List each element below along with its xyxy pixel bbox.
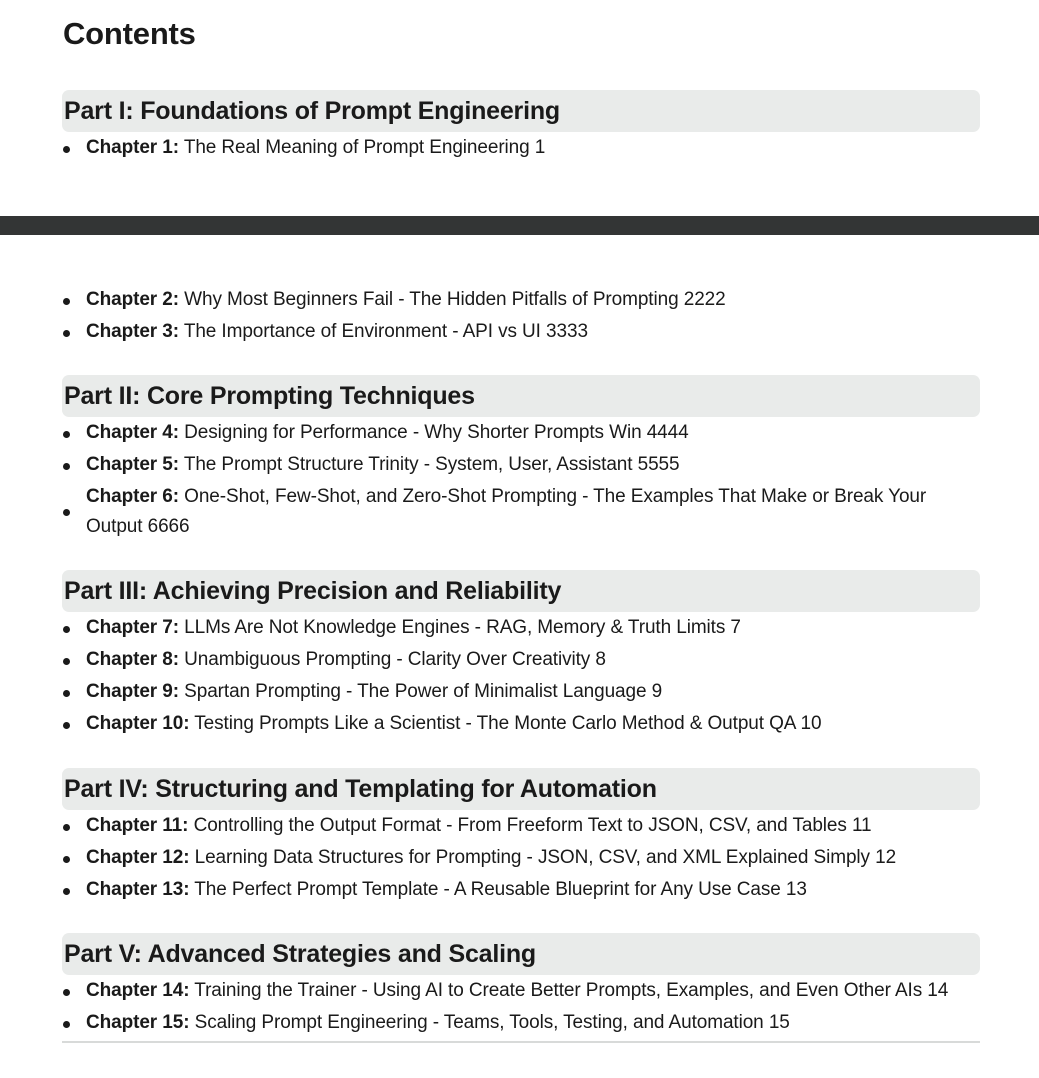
chapter-label: Chapter 14: [86,980,190,1001]
bullet-icon [63,690,70,697]
page-title: Contents [63,16,196,51]
bullet-icon [63,722,70,729]
chapter-title: The Prompt Structure Trinity - System, User, Assistant 5555 [183,454,680,475]
chapter-title: LLMs Are Not Knowledge Engines - RAG, Memory & Truth Limits 7 [184,617,741,638]
bottom-divider [62,1041,980,1043]
bullet-icon [63,989,70,996]
chapter-title: One-Shot, Few-Shot, and Zero-Shot Prompting - The Examples That Make or Break Your Output 6666 [86,486,927,537]
chapter-label: Chapter 6: [86,486,179,507]
toc-entry-chapter-1[interactable] [62,133,962,165]
chapter-list-part-4 [62,811,962,907]
chapter-title: Learning Data Structures for Prompting - JSON, CSV, and XML Explained Simply 12 [194,847,897,868]
chapter-label: Chapter 12: [86,847,190,868]
part-heading-3: Part III: Achieving Precision and Reliability [62,570,980,612]
chapter-title: Training the Trainer - Using AI to Create Better Prompts, Examples, and Even Other AIs 14 [194,980,949,1001]
bullet-icon [63,824,70,831]
chapter-list-part-2 [62,418,962,544]
bullet-icon [63,888,70,895]
bullet-icon [63,1021,70,1028]
chapter-label: Chapter 11: [86,815,189,836]
chapter-title: Scaling Prompt Engineering - Teams, Tools, Testing, and Automation 15 [194,1012,790,1033]
chapter-list-part-5 [62,976,962,1040]
chapter-label: Chapter 9: [86,681,179,702]
bullet-icon [63,146,70,153]
toc-entry-chapter-12[interactable] [62,843,962,875]
chapter-label: Chapter 13: [86,879,190,900]
toc-entry-chapter-11[interactable] [62,811,962,843]
page-break-divider [0,216,1039,235]
bullet-icon [63,298,70,305]
chapter-label: Chapter 4: [86,422,179,443]
chapter-title: The Perfect Prompt Template - A Reusable Blueprint for Any Use Case 13 [194,879,807,900]
bullet-icon [63,658,70,665]
chapter-title: Spartan Prompting - The Power of Minimalist Language 9 [184,681,663,702]
bullet-icon [63,626,70,633]
chapter-label: Chapter 1: [86,137,179,158]
chapter-title: Unambiguous Prompting - Clarity Over Creativity 8 [184,649,606,670]
bullet-icon [63,431,70,438]
toc-entry-chapter-8[interactable] [62,645,962,677]
toc-entry-chapter-7[interactable] [62,613,962,645]
toc-entry-chapter-3[interactable] [62,317,962,349]
toc-entry-chapter-6[interactable] [62,482,962,544]
bullet-icon [63,463,70,470]
toc-entry-chapter-13[interactable] [62,875,962,907]
toc-entry-chapter-14[interactable] [62,976,962,1008]
toc-entry-chapter-5[interactable] [62,450,962,482]
toc-entry-chapter-9[interactable] [62,677,962,709]
chapter-label: Chapter 10: [86,713,190,734]
chapter-title: The Real Meaning of Prompt Engineering 1 [183,137,546,158]
bullet-icon [63,330,70,337]
chapter-title: Testing Prompts Like a Scientist - The Monte Carlo Method & Output QA 10 [194,713,822,734]
chapter-title: Why Most Beginners Fail - The Hidden Pitfalls of Prompting 2222 [184,289,726,310]
toc-entry-chapter-10[interactable] [62,709,962,741]
part-heading-1: Part I: Foundations of Prompt Engineering [62,90,980,132]
bullet-icon [63,509,70,516]
chapter-label: Chapter 15: [86,1012,190,1033]
chapter-title: The Importance of Environment - API vs UI 3333 [183,321,588,342]
chapter-list-part-3 [62,613,962,741]
chapter-list-part-1 [62,133,962,165]
chapter-label: Chapter 8: [86,649,179,670]
part-heading-2: Part II: Core Prompting Techniques [62,375,980,417]
chapter-label: Chapter 2: [86,289,179,310]
chapter-label: Chapter 3: [86,321,179,342]
chapter-title: Controlling the Output Format - From Freeform Text to JSON, CSV, and Tables 11 [193,815,872,836]
chapter-label: Chapter 5: [86,454,179,475]
part-heading-4: Part IV: Structuring and Templating for Automation [62,768,980,810]
chapter-label: Chapter 7: [86,617,179,638]
toc-entry-chapter-2[interactable] [62,285,962,317]
chapter-list-part-1-continued [62,285,962,349]
bullet-icon [63,856,70,863]
part-heading-5: Part V: Advanced Strategies and Scaling [62,933,980,975]
toc-entry-chapter-4[interactable] [62,418,962,450]
toc-entry-chapter-15[interactable] [62,1008,962,1040]
chapter-title: Designing for Performance - Why Shorter Prompts Win 4444 [184,422,689,443]
